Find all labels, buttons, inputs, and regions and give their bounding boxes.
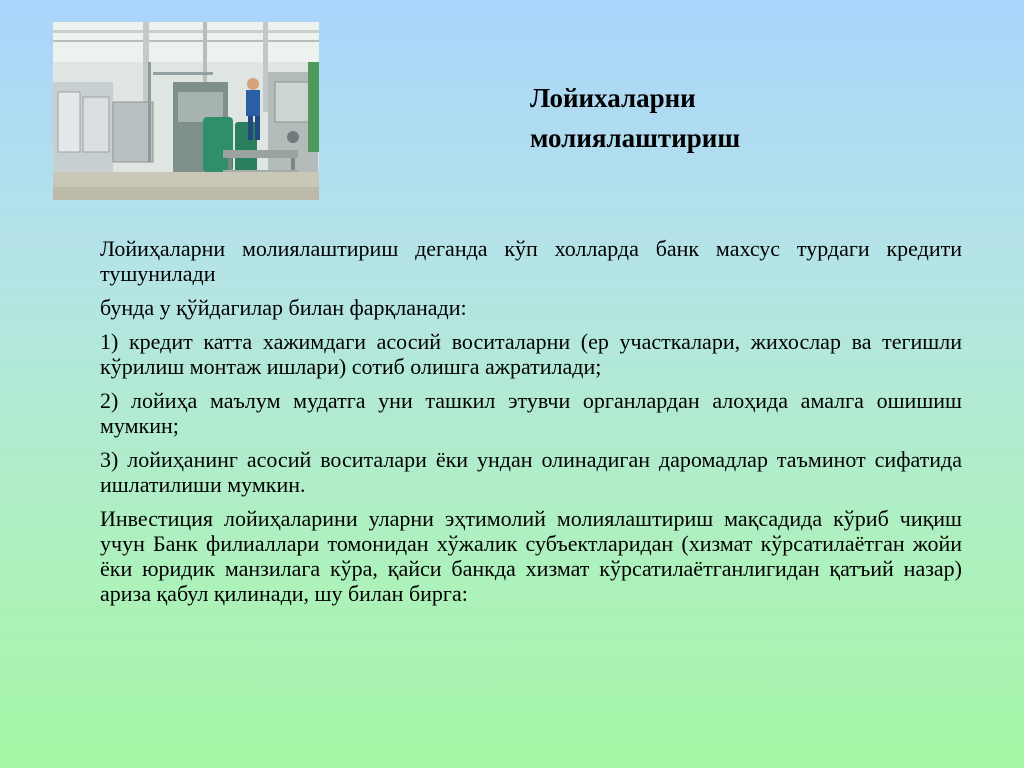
paragraph-definition: Лойиҳаларни молиялаштириш деганда кўп холларда банк махсус турдаги кредити тушунилади bbox=[100, 236, 962, 286]
factory-image bbox=[53, 22, 319, 200]
paragraph-item-1: 1) кредит катта хажимдаги асосий воситаларни (ер участкалари, жихослар ва тегишли кўрилиш монтаж ишлари) сотиб олишга ажратилади; bbox=[100, 329, 962, 379]
title-line-1: Лойихаларни bbox=[530, 83, 696, 113]
paragraph-item-2: 2) лойиҳа маълум мудатга уни ташкил этувчи органлардан алоҳида амалга ошишиш мумкин; bbox=[100, 388, 962, 438]
slide-title bbox=[530, 78, 950, 158]
paragraph-investment: Инвестиция лойиҳаларини уларни эҳтимолий молиялаштириш мақсадида кўриб чиқиш учун Банк филиаллари томонидан хўжалик субъектларидан (хизмат кўрсатилаётган жойи ёки юридик манзилага кўра, қайси банкда хизмат кўрсатилаётганлигидан қатъий назар) ариза қабул қилинади, шу билан бирга: bbox=[100, 506, 962, 606]
factory-photo bbox=[53, 22, 319, 200]
paragraph-intro: бунда у қўйдагилар билан фарқланади: bbox=[100, 295, 467, 320]
slide-body bbox=[96, 236, 962, 615]
paragraph-item-3: 3) лойиҳанинг асосий воситалари ёки ундан олинадиган даромадлар таъминот сифатида ишлатилиши мумкин. bbox=[100, 447, 962, 497]
title-line-2: молиялаштириш bbox=[530, 123, 741, 153]
